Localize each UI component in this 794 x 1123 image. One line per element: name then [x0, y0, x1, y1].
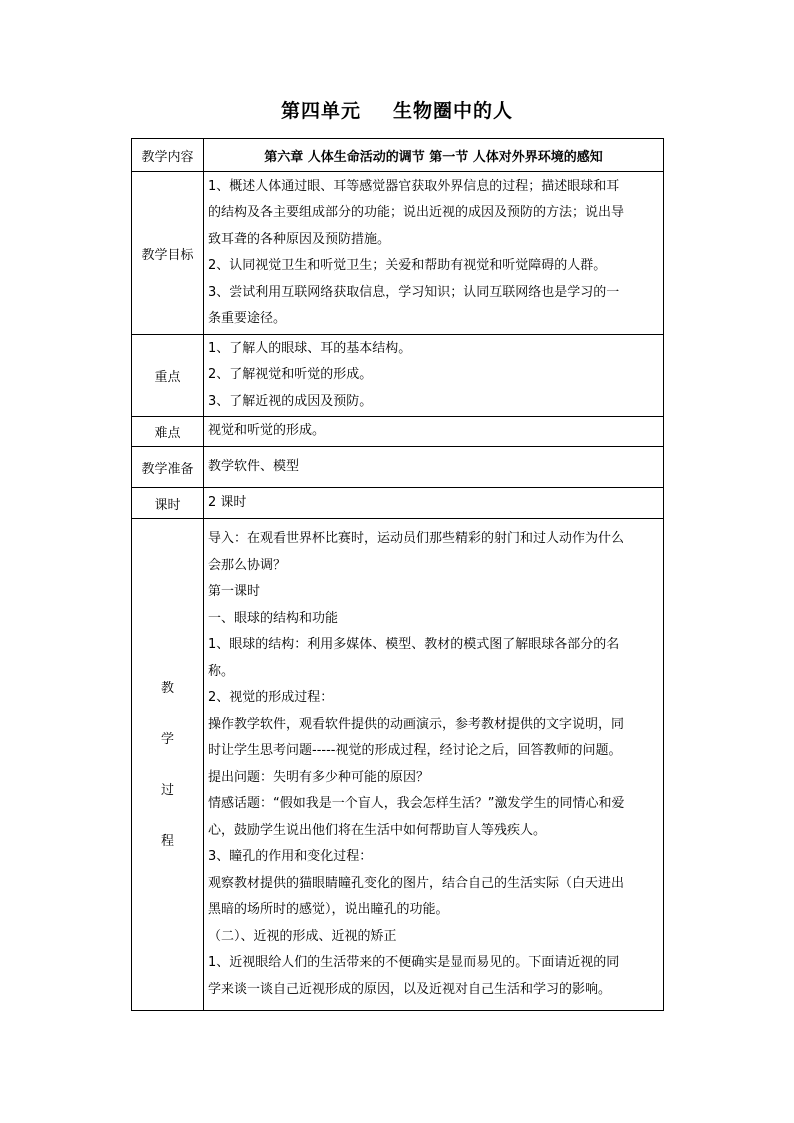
row-hours — [132, 488, 664, 519]
goal-line: 3、尝试利用互联网络获取信息，学习知识；认同互联网络也是学习的一 — [208, 284, 620, 300]
process-label-char: 教 — [160, 680, 174, 696]
value-hours: 2 课时 — [204, 488, 664, 519]
value-goals — [204, 172, 664, 335]
key-point-line: 3、了解近视的成因及预防。 — [208, 393, 373, 409]
unit-name: 生物圈中的人 — [393, 100, 514, 122]
goal-line: 条重要途径。 — [208, 311, 287, 326]
row-content — [132, 139, 664, 172]
label-process — [132, 519, 204, 1011]
process-line: 导入：在观看世界杯比赛时，运动员们那些精彩的射门和过人动作为什么 — [208, 531, 625, 546]
value-difficulty: 视觉和听觉的形成。 — [204, 417, 664, 447]
value-process — [204, 519, 664, 1011]
label-content: 教学内容 — [132, 139, 204, 172]
value-content: 第六章 人体生命活动的调节 第一节 人体对外界环境的感知 — [204, 139, 664, 172]
label-difficulty: 难点 — [132, 417, 204, 447]
process-line: 时让学生思考问题-----视觉的形成过程，经讨论之后，回答教师的问题。 — [208, 743, 622, 758]
label-preparation: 教学准备 — [132, 447, 204, 488]
row-difficulty — [132, 417, 664, 447]
label-hours: 课时 — [132, 488, 204, 519]
row-key-points — [132, 335, 664, 417]
process-line: 1、眼球的结构：利用多媒体、模型、教材的模式图了解眼球各部分的名 — [208, 637, 620, 652]
value-preparation: 教学软件、模型 — [204, 447, 664, 488]
goal-line: 1、概述人体通过眼、耳等感觉器官获取外界信息的过程；描述眼球和耳 — [208, 178, 620, 194]
process-label-char: 过 — [160, 782, 174, 798]
process-line: 3、瞳孔的作用和变化过程： — [208, 849, 373, 864]
process-line: 1、近视眼给人们的生活带来的不便确实是显而易见的。下面请近视的同 — [208, 955, 620, 970]
process-line: 观察教材提供的猫眼睛瞳孔变化的图片，结合自己的生活实际（白天进出 — [208, 875, 625, 891]
process-line: 黑暗的场所时的感觉），说出瞳孔的功能。 — [208, 902, 449, 917]
goal-line: 2、认同视觉卫生和听觉卫生；关爱和帮助有视觉和听觉障碍的人群。 — [208, 258, 607, 273]
row-process — [132, 519, 664, 1011]
goal-line: 致耳聋的各种原因及预防措施。 — [208, 231, 391, 247]
process-line: 情感话题：“假如我是一个盲人，我会怎样生活？”激发学生的同情心和爱 — [208, 796, 625, 811]
label-goals: 教学目标 — [132, 172, 204, 335]
process-line: （二）、近视的形成、近视的矫正 — [208, 928, 397, 944]
goal-line: 的结构及各主要组成部分的功能；说出近视的成因及预防的方法；说出导 — [208, 205, 625, 220]
process-line: 会那么协调？ — [208, 557, 287, 573]
process-line: 操作教学软件，观看软件提供的动画演示，参考教材提供的文字说明，同 — [208, 716, 625, 732]
process-line: 2、视觉的形成过程： — [208, 690, 334, 705]
row-preparation — [132, 447, 664, 488]
process-line: 学来谈一谈自己近视形成的原因，以及近视对自己生活和学习的影响。 — [208, 981, 612, 997]
process-line: 一、眼球的结构和功能 — [208, 610, 339, 626]
key-point-line: 1、了解人的眼球、耳的基本结构。 — [208, 340, 412, 356]
value-key-points — [204, 335, 664, 417]
process-line: 提出问题：失明有多少种可能的原因？ — [208, 769, 430, 785]
row-goals — [132, 172, 664, 335]
process-label-char: 程 — [160, 833, 174, 849]
lesson-plan-table — [131, 138, 664, 1011]
process-line: 第一课时 — [208, 584, 261, 599]
process-line: 称。 — [208, 663, 235, 679]
unit-label: 第四单元 — [280, 100, 361, 122]
key-point-line: 2、了解视觉和听觉的形成。 — [208, 367, 373, 383]
label-key-points: 重点 — [132, 335, 204, 417]
page-title — [0, 96, 794, 123]
process-label-char: 学 — [160, 731, 174, 747]
process-line: 心，鼓励学生说出他们将在生活中如何帮助盲人等残疾人。 — [208, 822, 547, 838]
